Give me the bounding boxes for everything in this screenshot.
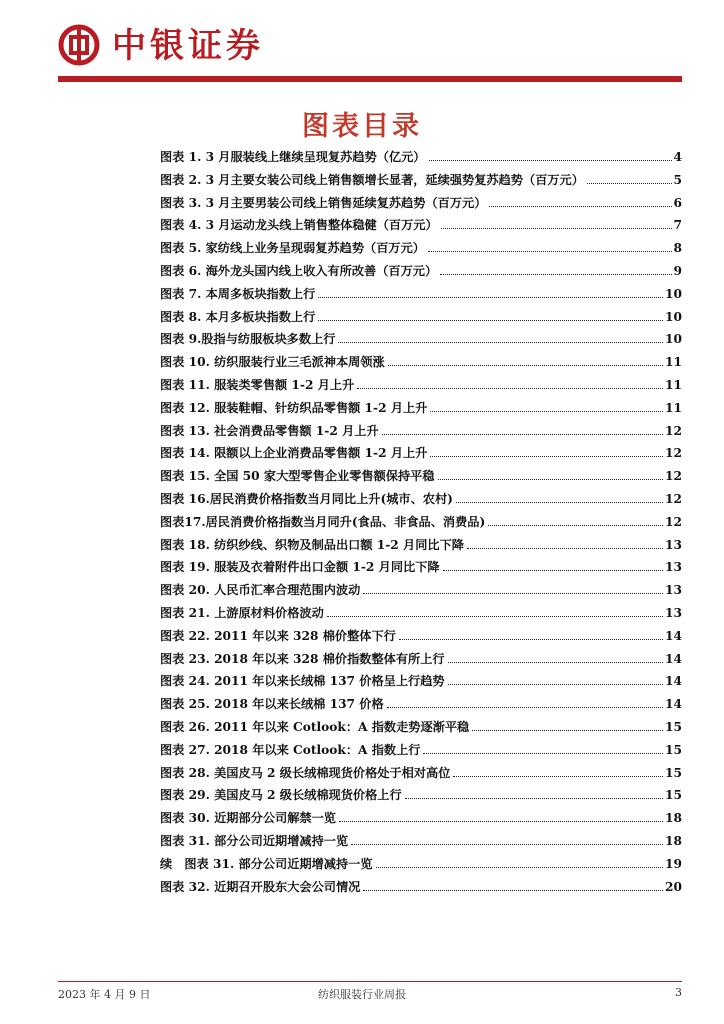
toc-entry-page: 12 — [665, 491, 682, 506]
toc-entry-title: 图表 27. 2018 年以来 Cotlook：A 指数上行 — [160, 742, 421, 757]
toc-entry-title: 图表 25. 2018 年以来长绒棉 137 价格 — [160, 697, 384, 712]
toc-entry-title: 图表 4. 3 月运动龙头线上销售整体稳健（百万元） — [160, 218, 438, 233]
toc-entry-page: 7 — [673, 218, 682, 233]
toc-dot-leader — [387, 707, 663, 708]
toc-entry-title: 图表 7. 本周多板块指数上行 — [160, 286, 316, 301]
toc-entry-title: 图表 11. 服装类零售额 1-2 月上升 — [160, 377, 355, 392]
footer-date: 2023 年 4 月 9 日 — [58, 988, 151, 1001]
toc-dot-leader — [399, 639, 663, 640]
toc-entry[interactable] — [160, 764, 682, 787]
toc-entry-title: 图表 24. 2011 年以来长绒棉 137 价格呈上行趋势 — [160, 674, 445, 689]
footer-page-number: 3 — [675, 986, 682, 999]
toc-entry-page: 5 — [673, 172, 682, 187]
toc-entry-page: 20 — [665, 879, 682, 894]
toc-dot-leader — [428, 251, 672, 252]
toc-entry[interactable] — [160, 604, 682, 627]
toc-entry-title: 图表 19. 服装及衣着附件出口金额 1-2 月同比下降 — [160, 560, 440, 575]
toc-entry[interactable] — [160, 399, 682, 422]
toc-entry[interactable] — [160, 376, 682, 399]
toc-entry-title: 图表 1. 3 月服装线上继续呈现复苏趋势（亿元） — [160, 150, 426, 164]
toc-entry-title: 图表 30. 近期部分公司解禁一览 — [160, 811, 336, 826]
toc-entry-title: 图表 26. 2011 年以来 Cotlook：A 指数走势逐渐平稳 — [160, 719, 470, 734]
toc-entry-page: 13 — [665, 537, 682, 552]
toc-entry-title: 图表 9.股指与纺服板块多数上行 — [160, 332, 336, 347]
toc-entry-title: 图表 22. 2011 年以来 328 棉价整体下行 — [160, 628, 396, 643]
toc-dot-leader — [440, 274, 671, 275]
toc-dot-leader — [405, 798, 663, 799]
toc-entry-page: 10 — [665, 286, 682, 301]
toc-dot-leader — [488, 525, 663, 526]
toc-entry[interactable] — [160, 695, 682, 718]
bank-of-china-logo-icon — [58, 24, 100, 66]
toc-entry-title: 图表 31. 部分公司近期增减持一览 — [160, 833, 349, 848]
toc-entry-page: 15 — [665, 788, 682, 803]
toc-title: 图表目录 — [302, 111, 422, 142]
toc-entry-page: 12 — [665, 514, 682, 529]
toc-dot-leader — [438, 479, 664, 480]
toc-entry-page: 18 — [665, 833, 682, 848]
toc-entry[interactable] — [160, 809, 682, 832]
footer-report-name: 纺织服装行业周报 — [318, 988, 406, 1001]
toc-dot-leader — [351, 844, 663, 845]
toc-entry-page: 13 — [665, 583, 682, 598]
toc-entry[interactable] — [160, 581, 682, 604]
toc-entry-title: 图表 6. 海外龙头国内线上收入有所改善（百万元） — [160, 263, 438, 278]
toc-entry-title: 图表 18. 纺织纱线、织物及制品出口额 1-2 月同比下降 — [160, 537, 464, 552]
toc-entry-page: 6 — [673, 195, 682, 210]
toc-dot-leader — [472, 730, 663, 731]
toc-entry[interactable] — [160, 536, 682, 559]
toc-entry-page: 9 — [673, 263, 682, 278]
toc-dot-leader — [357, 388, 663, 389]
toc-entry[interactable] — [160, 741, 682, 764]
toc-entry-page: 11 — [665, 400, 682, 415]
toc-entry-title: 图表 2. 3 月主要女装公司线上销售额增长显著，延续强势复苏趋势（百万元） — [160, 172, 584, 187]
toc-entry-page: 14 — [665, 697, 682, 712]
toc-entry[interactable] — [160, 308, 682, 331]
toc-entry-page: 14 — [665, 628, 682, 643]
toc-entry-page: 11 — [665, 355, 682, 370]
toc-entry-title: 图表 20. 人民币汇率合理范围内波动 — [160, 583, 361, 598]
toc-entry[interactable] — [160, 262, 682, 285]
toc-entry-title: 图表 21. 上游原材料价格波动 — [160, 605, 324, 620]
toc-dot-leader — [467, 548, 663, 549]
toc-entry-page: 15 — [665, 742, 682, 757]
toc-entry[interactable] — [160, 422, 682, 445]
toc-entry-title: 图表 29. 美国皮马 2 级长绒棉现货价格上行 — [160, 788, 402, 803]
toc-dot-leader — [382, 434, 663, 435]
toc-entry[interactable] — [160, 513, 682, 536]
toc-entry-page: 13 — [665, 605, 682, 620]
toc-dot-leader — [423, 753, 663, 754]
toc-entry-title: 图表 32. 近期召开股东大会公司情况 — [160, 879, 361, 894]
toc-entry[interactable] — [160, 216, 682, 239]
toc-dot-leader — [376, 867, 664, 868]
toc-dot-leader — [318, 320, 663, 321]
toc-entry-title: 图表 14. 限额以上企业消费品零售额 1-2 月上升 — [160, 446, 428, 461]
toc-dot-leader — [339, 821, 663, 822]
toc-dot-leader — [441, 228, 672, 229]
toc-entry-page: 13 — [665, 560, 682, 575]
toc-entry[interactable] — [160, 672, 682, 695]
header-divider — [58, 76, 682, 82]
toc-entry-page: 4 — [673, 150, 682, 164]
toc-entry-title: 图表 13. 社会消费品零售额 1-2 月上升 — [160, 423, 379, 438]
toc-entry-title: 图表17.居民消费价格指数当月同升(食品、非食品、消费品) — [160, 514, 486, 529]
toc-dot-leader — [429, 160, 672, 161]
toc-entry-page: 10 — [665, 332, 682, 347]
toc-dot-leader — [327, 616, 663, 617]
toc-entry[interactable] — [160, 832, 682, 855]
toc-entry-title: 图表 5. 家纺线上业务呈现弱复苏趋势（百万元） — [160, 241, 425, 256]
toc-dot-leader — [443, 570, 663, 571]
toc-dot-leader — [456, 502, 663, 503]
toc-dot-leader — [363, 890, 663, 891]
toc-entry-title: 图表 15. 全国 50 家大型零售企业零售额保持平稳 — [160, 469, 435, 484]
toc-dot-leader — [453, 776, 663, 777]
toc-entry-title: 图表 23. 2018 年以来 328 棉价指数整体有所上行 — [160, 651, 445, 666]
toc-entry[interactable] — [160, 330, 682, 353]
toc-dot-leader — [448, 662, 663, 663]
toc-entry[interactable] — [160, 627, 682, 650]
footer-divider — [58, 981, 682, 982]
toc-dot-leader — [318, 297, 663, 298]
toc-entry-title: 图表 10. 纺织服装行业三毛派神本周领涨 — [160, 355, 385, 370]
toc-dot-leader — [448, 684, 663, 685]
toc-entry[interactable] — [160, 444, 682, 467]
toc-entry-title: 续 图表 31. 部分公司近期增减持一览 — [160, 856, 373, 871]
toc-entry[interactable] — [160, 467, 682, 490]
toc-dot-leader — [338, 342, 663, 343]
toc-entry-page: 18 — [665, 811, 682, 826]
toc-entry-title: 图表 16.居民消费价格指数当月同比上升(城市、农村) — [160, 491, 453, 506]
toc-entry-page: 14 — [665, 651, 682, 666]
toc-entry-page: 10 — [665, 309, 682, 324]
toc-entry[interactable] — [160, 878, 682, 901]
toc-entry-page: 15 — [665, 719, 682, 734]
toc-dot-leader — [388, 365, 663, 366]
toc-entry[interactable] — [160, 239, 682, 262]
toc-entry[interactable] — [160, 285, 682, 308]
toc-entry-page: 12 — [665, 423, 682, 438]
toc-entry[interactable] — [160, 171, 682, 194]
toc-entry[interactable] — [160, 650, 682, 673]
toc-entry[interactable] — [160, 786, 682, 809]
toc-entry[interactable] — [160, 148, 682, 171]
toc-entry-page: 12 — [665, 469, 682, 484]
toc-entry-page: 14 — [665, 674, 682, 689]
toc-dot-leader — [430, 411, 663, 412]
toc-entry-page: 8 — [673, 241, 682, 256]
page-header — [58, 18, 688, 78]
toc-dot-leader — [430, 456, 663, 457]
toc-entry-page: 15 — [665, 765, 682, 780]
toc-dot-leader — [489, 206, 671, 207]
toc-entry-page: 12 — [665, 446, 682, 461]
toc-entry-title: 图表 12. 服装鞋帽、针纺织品零售额 1-2 月上升 — [160, 400, 428, 415]
brand-name: 中银证券 — [112, 26, 264, 66]
toc-dot-leader — [587, 183, 672, 184]
toc-list — [160, 148, 682, 900]
toc-dot-leader — [363, 593, 663, 594]
toc-entry-title: 图表 3. 3 月主要男装公司线上销售延续复苏趋势（百万元） — [160, 195, 487, 210]
toc-entry[interactable] — [160, 558, 682, 581]
toc-entry[interactable] — [160, 490, 682, 513]
toc-entry[interactable] — [160, 855, 682, 878]
toc-entry[interactable] — [160, 718, 682, 741]
toc-entry-page: 19 — [665, 856, 682, 871]
toc-entry[interactable] — [160, 194, 682, 217]
toc-entry[interactable] — [160, 353, 682, 376]
toc-entry-page: 11 — [665, 377, 682, 392]
toc-entry-title: 图表 8. 本月多板块指数上行 — [160, 309, 316, 324]
toc-entry-title: 图表 28. 美国皮马 2 级长绒棉现货价格处于相对高位 — [160, 765, 451, 780]
